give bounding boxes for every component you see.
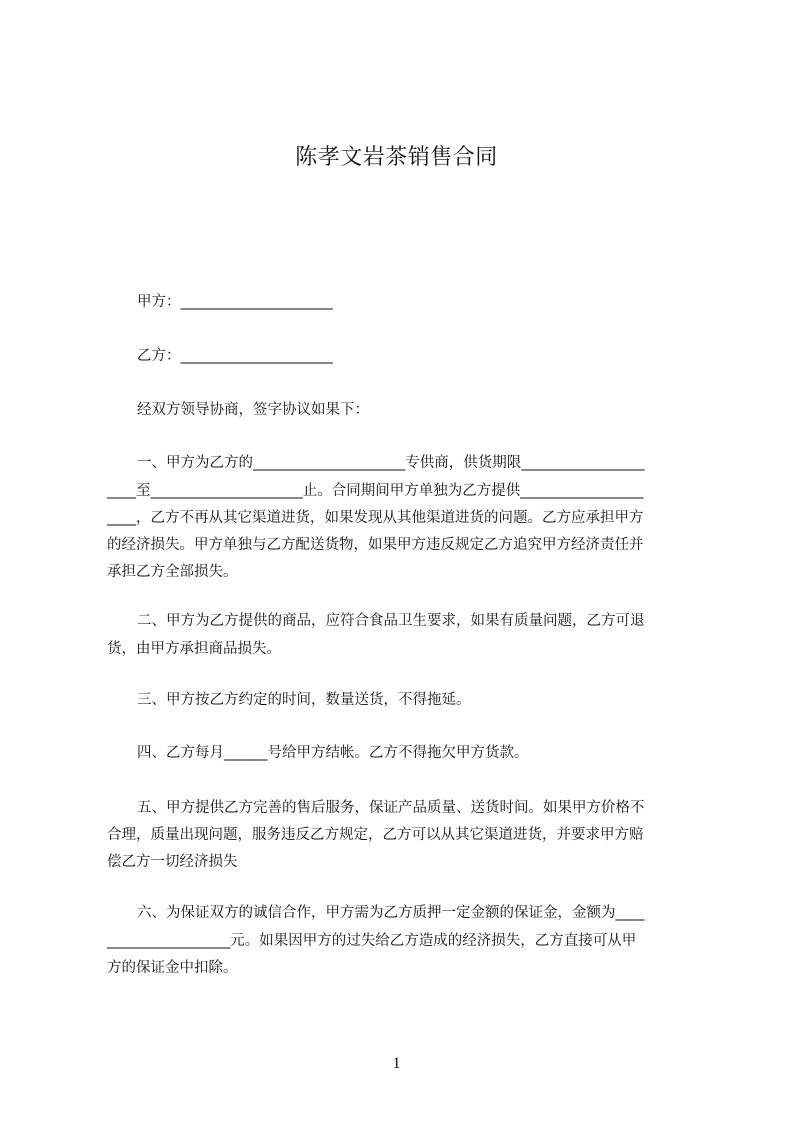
clause-1-line: 承担乙方全部损失。 — [107, 564, 238, 580]
clause-2-line: 二、甲方为乙方提供的商品，应符合食品卫生要求，如果有质量问题，乙方可退 — [137, 613, 645, 629]
clause-1-line: ____至_____________________止。合同期间甲方单独为乙方提供_________________ — [107, 483, 644, 499]
clause-6-line: 六、为保证双方的诚信合作，甲方需为乙方质押一定金额的保证金，金额为____ — [137, 905, 645, 921]
clause-6-line: 方的保证金中扣除。 — [107, 960, 238, 976]
clause-1-line: 的经济损失。甲方单独与乙方配送货物，如果甲方违反规定乙方追究甲方经济责任并 — [107, 537, 644, 553]
clause-1-line: ____，乙方不再从其它渠道进货，如果发现从其他渠道进货的问题。乙方应承担甲方 — [107, 510, 644, 526]
clause-1-line: 一、甲方为乙方的_____________________专供商，供货期限_________________ — [137, 455, 645, 471]
party-a-line: 甲方：_____________________ — [137, 294, 333, 310]
clause-5-line: 五、甲方提供乙方完善的售后服务，保证产品质量、送货时间。如果甲方价格不 — [137, 800, 645, 816]
clause-3-line: 三、甲方按乙方约定的时间，数量送货，不得拖延。 — [137, 692, 471, 708]
intro-paragraph: 经双方领导协商，签字协议如果下： — [137, 402, 369, 418]
clause-6-line: _________________元。如果因甲方的过失给乙方造成的经济损失，乙方直接可从甲 — [107, 933, 637, 949]
party-b-line: 乙方：_____________________ — [137, 348, 333, 364]
clause-5-line: 合理，质量出现问题，服务违反乙方规定，乙方可以从其它渠道进货，并要求甲方赔 — [107, 827, 644, 843]
clause-5-line: 偿乙方一切经济损失 — [107, 854, 238, 870]
clause-2-line: 货，由甲方承担商品损失。 — [107, 641, 281, 657]
document-title: 陈孝文岩茶销售合同 — [295, 145, 498, 170]
clause-4-line: 四、乙方每月______号给甲方结帐。乙方不得拖欠甲方货款。 — [137, 745, 529, 761]
page-number: 1 — [392, 1055, 401, 1072]
